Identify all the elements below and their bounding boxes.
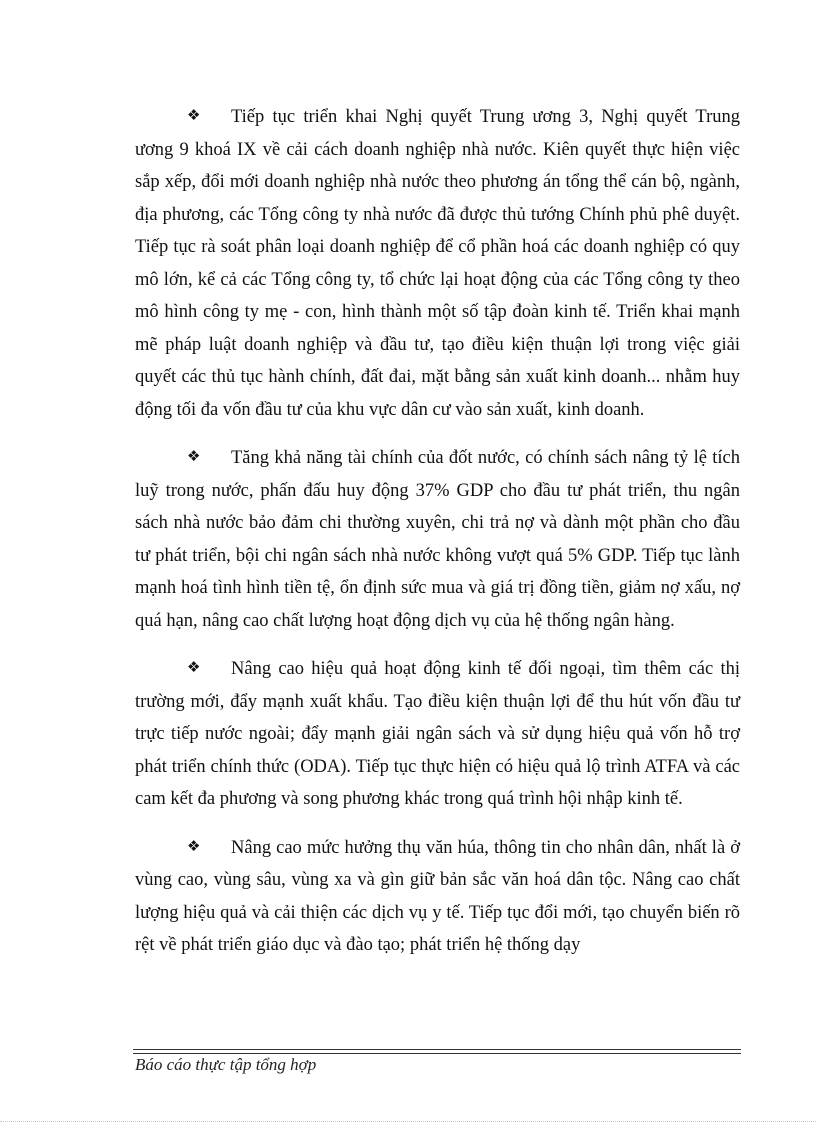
paragraph-text: Nâng cao hiệu quả hoạt động kinh tế đối ngoại, tìm thêm các thị trường mới, đẩy mạnh xuất khẩu. Tạo điều kiện thuận lợi để thu hút vốn đầu tư trực tiếp nước ngoài; đẩy mạnh giải ngân sách và sử dụng hiệu quả vốn hỗ trợ phát triển chính thức (ODA). Tiếp tục thực hiện có hiệu quả lộ trình ATFA và các cam kết đa phương và song phương khác trong quá trình hội nhập kinh tế. xyxy=(135,659,740,809)
paragraph-text: Tăng khả năng tài chính của đốt nước, có chính sách nâng tỷ lệ tích luỹ trong nước, phấn đấu huy động 37% GDP cho đầu tư phát triển, thu ngân sách nhà nước bảo đảm chi thường xuyên, chi trả nợ và dành một phần cho đầu tư phát triển, bội chi ngân sách nhà nước không vượt quá 5% GDP. Tiếp tục lành mạnh hoá tình hình tiền tệ, ổn định sức mua và giá trị đồng tiền, giảm nợ xấu, nợ quá hạn, nâng cao chất lượng hoạt động dịch vụ của hệ thống ngân hàng. xyxy=(135,448,740,631)
paragraph-1 xyxy=(135,99,740,426)
page-footer: Báo cáo thực tập tổng hợp xyxy=(135,1055,317,1074)
paragraph-2 xyxy=(135,440,740,637)
document-body xyxy=(135,99,740,976)
paragraph-text: Nâng cao mức hưởng thụ văn húa, thông tin cho nhân dân, nhất là ở vùng cao, vùng sâu, vùng xa và gìn giữ bản sắc văn hoá dân tộc. Nâng cao chất lượng hiệu quả và cải thiện các dịch vụ y tế. Tiếp tục đổi mới, tạo chuyển biến rõ rệt về phát triển giáo dục và đào tạo; phát triển hệ thống dạy xyxy=(135,837,740,955)
paragraph-4 xyxy=(135,830,740,962)
diamond-bullet-icon: ❖ xyxy=(187,658,201,676)
diamond-bullet-icon: ❖ xyxy=(187,836,201,855)
diamond-bullet-icon: ❖ xyxy=(187,106,201,124)
paragraph-text: Tiếp tục triển khai Nghị quyết Trung ương 3, Nghị quyết Trung ương 9 khoá IX về cải cách doanh nghiệp nhà nước. Kiên quyết thực hiện việc sắp xếp, đổi mới doanh nghiệp nhà nước theo phương án tổng thể cán bộ, ngành, địa phương, các Tổng công ty nhà nước đã được thủ tướng Chính phủ phê duyệt. Tiếp tục rà soát phân loại doanh nghiệp để cổ phần hoá các doanh nghiệp có quy mô lớn, kể cả các Tổng công ty, tổ chức lại hoạt động của các Tổng công ty theo mô hình công ty mẹ - con, hình thành một số tập đoàn kinh tế. Triển khai mạnh mẽ pháp luật doanh nghiệp và đầu tư, tạo điều kiện thuận lợi trong việc giải quyết các thủ tục hành chính, đất đai, mặt bằng sản xuất kinh doanh... nhằm huy động tối đa vốn đầu tư của khu vực dân cư vào sản xuất, kinh doanh. xyxy=(135,107,740,420)
diamond-bullet-icon: ❖ xyxy=(187,447,201,465)
footer-divider-top xyxy=(133,1049,741,1050)
paragraph-3 xyxy=(135,651,740,816)
page-edge-divider xyxy=(0,1121,816,1122)
footer-divider-bottom xyxy=(133,1053,741,1054)
